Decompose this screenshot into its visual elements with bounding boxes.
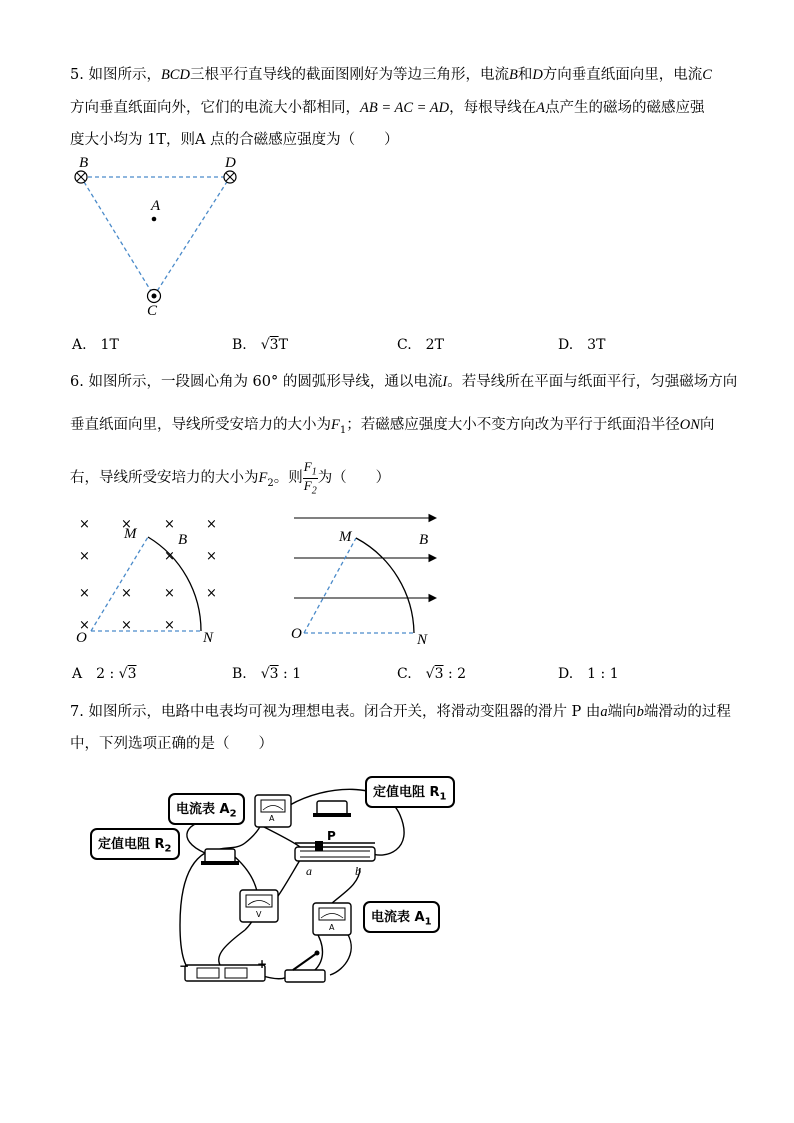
q6-option-b[interactable]: B. √3 : 1: [232, 666, 302, 682]
fig2-label-b: B: [419, 532, 429, 548]
label-d: D: [225, 155, 236, 171]
end-b-label: b: [355, 864, 361, 878]
point-a-dot: [152, 217, 157, 222]
q6-option-d[interactable]: D. 1 : 1: [558, 666, 619, 682]
fig2-label-m: M: [339, 529, 352, 545]
ammeter-a1-icon: [313, 903, 351, 935]
cross-icon: ×: [164, 549, 175, 564]
wire-c-out-of-page-icon: [148, 290, 161, 303]
svg-text:−: −: [179, 959, 190, 973]
label-resistor-r2: 定值电阻 $R_2$: [90, 828, 180, 860]
fig2-label-o: O: [291, 626, 302, 642]
label-a: A: [151, 198, 161, 214]
q5-line-2: 方向垂直纸面向外，它们的电流大小都相同，AB = AC = AD，每根导线在A点产生的磁场的磁感应强: [70, 100, 705, 116]
slider-p-label: P: [327, 829, 336, 843]
q6-figure-field-rightward: [288, 505, 448, 650]
fig1-label-b: B: [178, 532, 188, 548]
cross-icon: ×: [121, 517, 132, 532]
cross-icon: ×: [79, 517, 90, 532]
q6-line-2: 垂直纸面向里，导线所受安培力的大小为$F_1$；若磁感应强度大小不变方向改为平行于纸面沿半径ON向: [70, 417, 715, 436]
q5-option-a[interactable]: A. 1T: [72, 337, 119, 353]
cross-icon: ×: [121, 618, 132, 633]
q6-line-3: 右，导线所受安培力的大小为$F_2$。则 $\frac{F_1}{F_2}$ 为（ ）: [70, 459, 391, 497]
q5-option-d[interactable]: D. 3T: [558, 337, 606, 353]
resistor-r2-icon: [201, 849, 239, 865]
cross-icon: ×: [206, 549, 217, 564]
force-ratio-fraction: $\frac{F_1}{F_2}$: [303, 459, 317, 497]
label-resistor-r1: 定值电阻 $R_1$: [365, 776, 455, 808]
q5-option-b[interactable]: B. √3T: [232, 337, 288, 353]
battery-icon: [179, 957, 267, 981]
wire-b-into-page-icon: [75, 171, 87, 183]
resistor-r1-icon: [313, 801, 351, 817]
switch-icon: [285, 951, 325, 983]
radius-om: [91, 537, 148, 631]
triangle-outline: [81, 177, 230, 296]
cross-icon: ×: [79, 586, 90, 601]
fig1-label-n: N: [203, 630, 214, 646]
arc-wire: [356, 538, 414, 633]
q5-line-3: 度大小均为 1T，则A 点的合磁感应强度为（ ）: [70, 132, 399, 148]
q7-line-1: 7. 如图所示，电路中电表均可视为理想电表。闭合开关，将滑动变阻器的滑片 P 由a端向b端滑动的过程: [70, 704, 731, 720]
cross-icon: ×: [206, 586, 217, 601]
q5-triangle-figure: [60, 150, 280, 325]
ammeter-a2-icon: [255, 795, 291, 827]
voltmeter-icon: [240, 890, 278, 922]
rheostat-icon: [295, 841, 375, 861]
q6-option-c[interactable]: C. √3 : 2: [397, 666, 467, 682]
q5-line-1: 5. 如图所示，BCD三根平行直导线的截面图刚好为等边三角形，电流B和D方向垂直纸面向里，电流C: [70, 67, 712, 83]
cross-icon: ×: [164, 517, 175, 532]
fig1-label-o: O: [76, 630, 87, 646]
label-b: B: [79, 155, 89, 171]
svg-text:A: A: [329, 923, 335, 932]
cross-icon: ×: [79, 618, 90, 633]
radius-om: [304, 538, 356, 633]
q6-line-1: 6. 如图所示，一段圆心角为 60° 的圆弧形导线，通以电流I。若导线所在平面与纸面平行，匀强磁场方向: [70, 374, 738, 390]
label-ammeter-a1: 电流表 $A_1$: [363, 901, 440, 933]
wire-d-into-page-icon: [224, 171, 236, 183]
cross-icon: ×: [206, 517, 217, 532]
label-c: C: [147, 303, 158, 319]
svg-text:A: A: [269, 814, 275, 823]
svg-text:V: V: [256, 910, 262, 919]
q6-figure-field-into-page: [60, 505, 240, 650]
fig2-label-n: N: [417, 632, 428, 648]
cross-icon: ×: [121, 586, 132, 601]
q5-option-c[interactable]: C. 2T: [397, 337, 444, 353]
cross-icon: ×: [164, 586, 175, 601]
q7-line-2: 中，下列选项正确的是（ ）: [70, 736, 273, 752]
cross-icon: ×: [164, 618, 175, 633]
fig1-label-m: M: [124, 526, 137, 542]
label-ammeter-a2: 电流表 $A_2$: [168, 793, 245, 825]
q6-option-a[interactable]: A 2 : √3: [72, 666, 137, 682]
svg-text:+: +: [257, 957, 268, 971]
end-a-label: a: [306, 864, 312, 878]
cross-icon: ×: [79, 549, 90, 564]
